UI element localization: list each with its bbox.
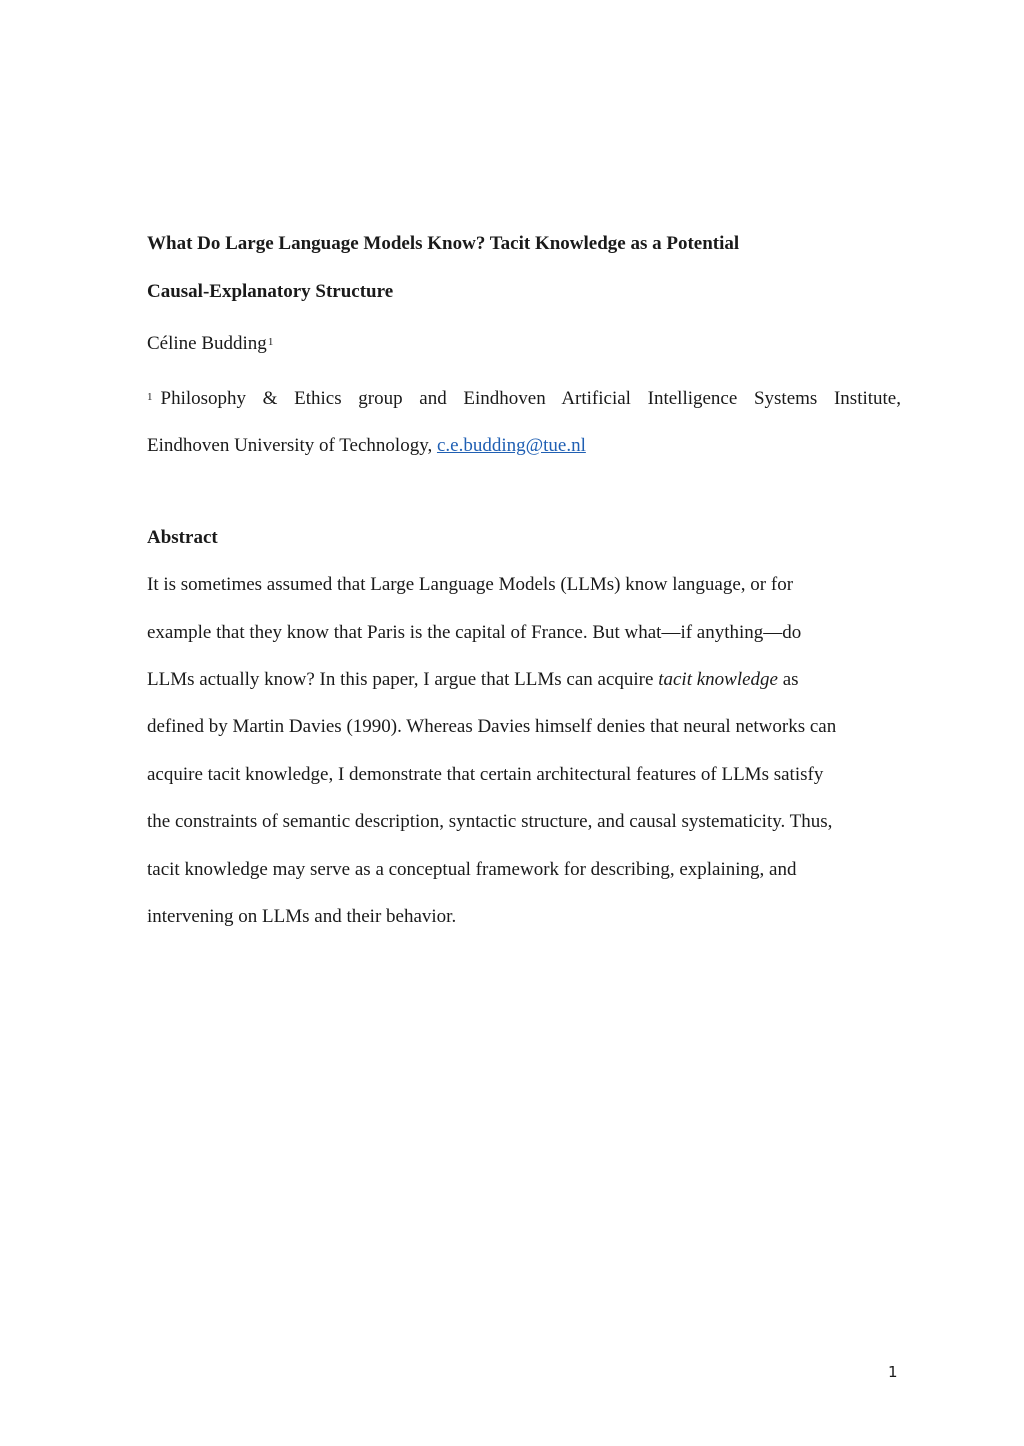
- abstract-line-3: [147, 668, 799, 692]
- author-email-link[interactable]: c.e.budding@tue.nl: [436, 435, 586, 456]
- author-line: [147, 332, 273, 356]
- affiliation-line-1: [147, 387, 901, 411]
- page-number: 1: [888, 1363, 898, 1381]
- abstract-line-5: acquire tacit knowledge, I demonstrate that certain architectural features of LLMs satisfy: [147, 764, 824, 785]
- abstract-heading: Abstract: [147, 527, 218, 548]
- paper-title-line-1: What Do Large Language Models Know? Tacit Knowledge as a Potential: [147, 233, 740, 254]
- author-affiliation-mark: 1: [267, 336, 274, 348]
- abstract-line-3-start: LLMs actually know? In this paper, I argue that LLMs can acquire: [147, 669, 659, 690]
- abstract-line-4: defined by Martin Davies (1990). Whereas Davies himself denies that neural networks can: [147, 716, 837, 737]
- paper-title-line-2: Causal-Explanatory Structure: [147, 281, 394, 302]
- abstract-line-3-end: as: [777, 669, 799, 690]
- affiliation-university: Eindhoven University of Technology,: [147, 435, 437, 456]
- tacit-knowledge-emphasis: tacit knowledge: [658, 669, 778, 690]
- abstract-line-2: example that they know that Paris is the capital of France. But what—if anything—do: [147, 622, 802, 643]
- affiliation-text: Philosophy & Ethics group and Eindhoven Artificial Intelligence Systems Institute,: [160, 388, 901, 409]
- abstract-line-6: the constraints of semantic description, syntactic structure, and causal systematicity. Thus,: [147, 811, 833, 832]
- abstract-line-8: intervening on LLMs and their behavior.: [147, 906, 457, 927]
- abstract-line-1: It is sometimes assumed that Large Language Models (LLMs) know language, or for: [147, 574, 794, 595]
- abstract-line-7: tacit knowledge may serve as a conceptual framework for describing, explaining, and: [147, 859, 797, 880]
- affiliation-mark: 1: [147, 391, 153, 403]
- author-name: Céline Budding: [147, 333, 267, 354]
- affiliation-line-2: [147, 434, 586, 458]
